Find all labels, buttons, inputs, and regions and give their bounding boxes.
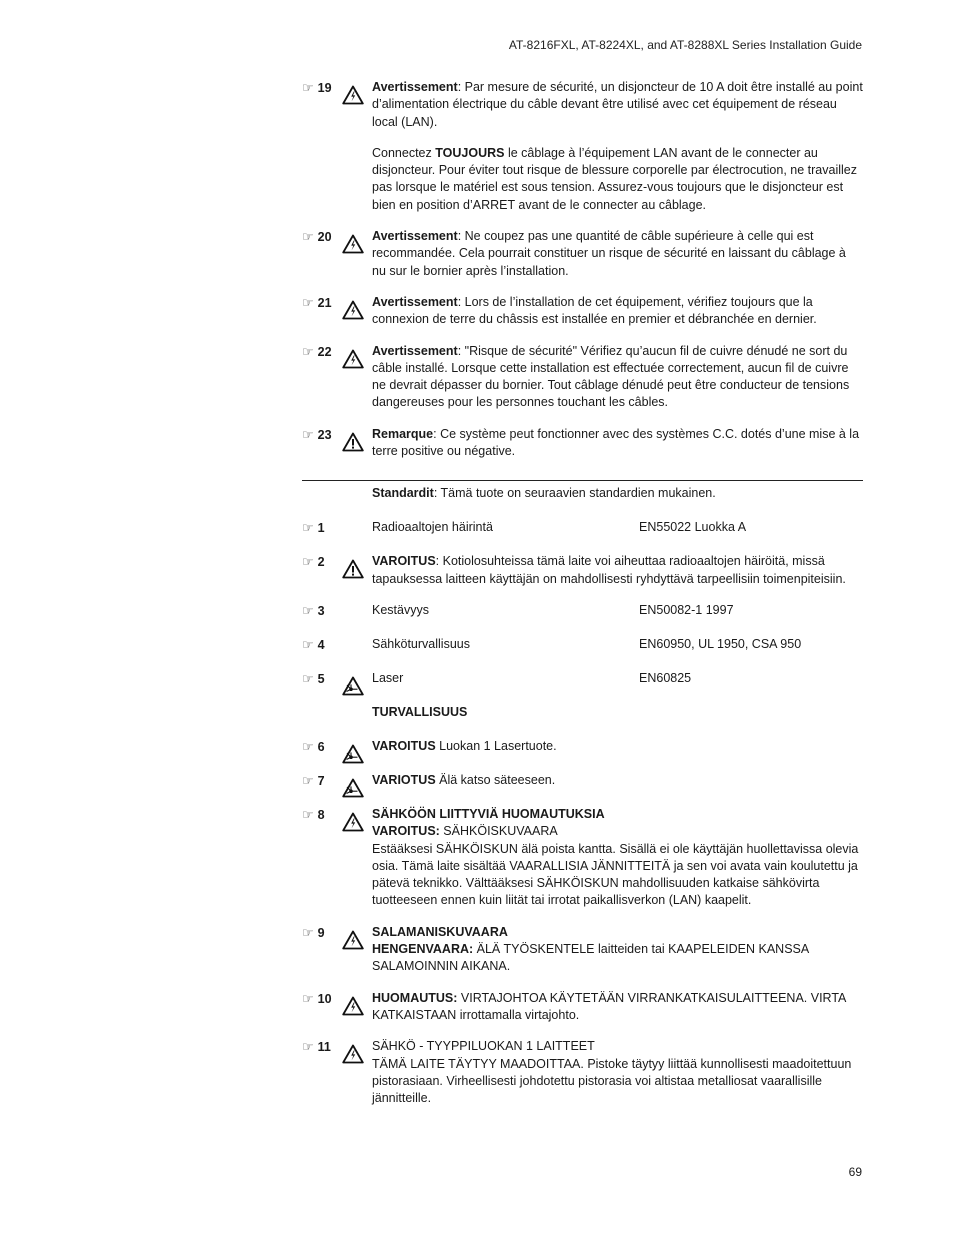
item-number-label: 9 [317, 925, 325, 940]
item-body [372, 990, 863, 1025]
pointing-hand-icon: ☞ [302, 924, 314, 940]
electrical-hazard-icon [342, 85, 364, 105]
item-body [372, 79, 863, 214]
item-number [302, 637, 325, 653]
paragraph [372, 343, 863, 412]
standard-name: Sähköturvallisuus [372, 636, 470, 651]
laser-warning-icon [342, 778, 364, 798]
body-text: Connectez [372, 145, 436, 160]
body-text: : Kotiolosuhteissa tämä laite voi aiheuttaa radioaaltojen häiröitä, missä tapauksessa laitteen käyttäjän on mahdollisesti ryhdyttävä tarpeellisiin toimenpiteisiin. [372, 554, 846, 586]
body-text: : Ne coupez pas une quantité de câble supérieure à celle qui est recommandée. Cela pourrait constituer un risque de sécurité en laissant du câblage à nu sur le bornier après l’installation. [372, 229, 846, 278]
finnish-intro [302, 485, 863, 505]
item-number [302, 80, 332, 96]
paragraph [372, 1038, 863, 1107]
pointing-hand-icon: ☞ [302, 294, 314, 310]
item-body [372, 294, 863, 329]
standard-row [372, 602, 863, 619]
body-text: : Lors de l’installation de cet équipement, vérifiez toujours que la connexion de terre du châssis est installée en premier et débranchée en dernier. [372, 294, 817, 327]
electrical-hazard-icon [342, 812, 364, 832]
electrical-hazard-icon [342, 1044, 364, 1064]
item-number [302, 520, 325, 536]
item-number [302, 671, 325, 687]
item-body [372, 636, 863, 653]
standard-name: Kestävyys [372, 602, 429, 617]
item-number-label: 2 [317, 555, 325, 570]
pointing-hand-icon: ☞ [302, 80, 314, 95]
item-body [372, 670, 863, 687]
item-number [302, 427, 332, 443]
body-text: Älä katso säteeseen. [435, 772, 556, 787]
bold-label: SÄHKÖÖN LIITTYVIÄ HUOMAUTUKSIA [372, 806, 605, 821]
page-number: 69 [848, 1165, 862, 1179]
item-number-label: 22 [317, 344, 332, 359]
body-text: TÄMÄ LAITE TÄYTYY MAADOITTAA. Pistoke täytyy liittää kunnollisesti maadoitettuun pistorasiaan. Virheellisesti johdotettu pistorasia voi altistaa metalliosat vaarallisille jännitteille. [372, 1056, 852, 1106]
paragraph [372, 990, 863, 1025]
section-divider [302, 480, 863, 481]
bold-label: VAROITUS [372, 738, 436, 753]
pointing-hand-icon: ☞ [302, 990, 314, 1006]
item-number-label: 3 [317, 603, 325, 618]
item-number [302, 554, 325, 570]
warning-item [302, 1038, 863, 1107]
standard-value: EN60825 [639, 670, 692, 685]
warning-item [302, 806, 863, 910]
electrical-hazard-icon [342, 930, 364, 950]
warning-item [302, 670, 863, 690]
paragraph [372, 772, 863, 789]
pointing-hand-icon: ☞ [302, 1039, 314, 1055]
item-number [302, 739, 325, 755]
electrical-hazard-icon [342, 349, 364, 369]
body-text: VIRTAJOHTOA KÄYTETÄÄN VIRRANKATKAISULAITTEENA. VIRTA KATKAISTAAN irrottamalla virtajohto. [372, 990, 846, 1022]
paragraph [372, 738, 863, 755]
finnish-warnings [302, 519, 863, 1107]
item-number [302, 344, 332, 360]
body-text: : Tämä tuote on seuraavien standardien mukainen. [433, 486, 716, 501]
item-number [302, 991, 332, 1007]
caution-icon [342, 559, 364, 579]
pointing-hand-icon: ☞ [302, 602, 314, 618]
standard-value: EN50082-1 1997 [639, 602, 734, 617]
body-text: : Par mesure de sécurité, un disjoncteur de 10 A doit être installé au point d’alimentation électrique du câble devant être utilisé avec cet équipement de réseau local (LAN). [372, 80, 863, 129]
standard-value: EN55022 Luokka A [639, 520, 747, 535]
pointing-hand-icon: ☞ [302, 670, 314, 686]
bold-label: Standardit [372, 486, 434, 501]
paragraph [372, 228, 863, 280]
bold-label: Avertissement [372, 229, 458, 244]
item-number-label: 20 [317, 230, 332, 245]
pointing-hand-icon: ☞ [302, 343, 314, 359]
caution-icon [342, 432, 364, 452]
item-body [372, 1038, 863, 1107]
body-text: ÄLÄ TYÖSKENTELE laitteiden tai KAAPELEIDEN KANSSA SALAMOINNIN AIKANA. [372, 942, 809, 974]
item-body [372, 553, 863, 588]
item-number [302, 295, 332, 311]
item-number-label: 23 [317, 427, 332, 442]
bold-label: HUOMAUTUS: [372, 990, 458, 1005]
item-number [302, 229, 332, 245]
item-body [372, 704, 863, 721]
electrical-hazard-icon [342, 300, 364, 320]
body-text: Luokan 1 Lasertuote. [435, 738, 557, 753]
item-body [372, 806, 863, 910]
warning-item [302, 990, 863, 1025]
warning-item [302, 602, 863, 622]
warning-item [302, 343, 863, 412]
bold-label: Avertissement [372, 343, 458, 358]
item-number-label: 4 [317, 637, 325, 652]
standard-row [372, 636, 863, 653]
item-body [372, 228, 863, 280]
body-text: Estääksesi SÄHKÖISKUN älä poista kantta. Sisällä ei ole käyttäjän huollettavissa olevia osia. Tämä laite sisältää VAARALLISIA JÄNNITTEITÄ ja sen voi avata vain koulutettu ja pätevä teknikko. Välttääksesi SÄHKÖISKUN mahdollisuuden katkaise sähkövirta tuotteeseen ennen kuin liität tai irrotat paikallisverkon (LAN) kaapelit. [372, 841, 859, 908]
bold-label: SALAMANISKUVAARA [372, 924, 508, 939]
standard-row [372, 519, 863, 536]
laser-warning-icon [342, 744, 364, 764]
warning-item [302, 426, 863, 461]
warning-item [302, 228, 863, 280]
body-text: le câblage à l’équipement LAN avant de le connecter au disjoncteur. Pour éviter tout risque de blessure corporelle par électrocution, ne travaillez pas lorsque le matériel est sous tension. Assurez-vous toujours que le disjoncteur est bien en position d’ARRET avant de le connecter au câblage. [372, 145, 857, 212]
section-heading: TURVALLISUUS [372, 704, 468, 719]
item-number [302, 1039, 331, 1055]
pointing-hand-icon: ☞ [302, 806, 314, 822]
item-number-label: 6 [317, 739, 325, 754]
item-body [372, 426, 863, 461]
bold-label: HENGENVAARA: [372, 942, 474, 957]
paragraph [372, 79, 863, 131]
item-body [372, 738, 863, 755]
paragraph [372, 924, 863, 976]
pointing-hand-icon: ☞ [302, 426, 314, 442]
item-number-label: 8 [317, 807, 325, 822]
item-number [302, 925, 325, 941]
item-body [372, 602, 863, 619]
warning-item [302, 519, 863, 539]
warning-item [302, 553, 863, 588]
bold-label: VAROITUS: [372, 824, 440, 839]
body-text: SÄHKÖISKUVAARA [439, 824, 558, 839]
french-warnings [302, 79, 863, 460]
bold-label: Avertissement [372, 294, 458, 309]
standard-name: Laser [372, 670, 404, 685]
item-number-label: 21 [317, 295, 332, 310]
bold-label: Remarque [372, 426, 434, 441]
item-body [372, 519, 863, 536]
laser-warning-icon [342, 676, 364, 696]
item-number [302, 603, 325, 619]
body-text: SÄHKÖ - TYYPPILUOKAN 1 LAITTEET [372, 1039, 595, 1054]
item-number-label: 1 [317, 521, 325, 536]
electrical-hazard-icon [342, 234, 364, 254]
document-body [302, 79, 863, 1121]
paragraph [372, 553, 863, 588]
pointing-hand-icon: ☞ [302, 636, 314, 652]
pointing-hand-icon: ☞ [302, 229, 314, 245]
running-header: AT-8216FXL, AT-8224XL, and AT-8288XL Series Installation Guide [508, 38, 862, 52]
item-number-label: 5 [317, 671, 325, 686]
standard-row [372, 670, 863, 687]
warning-item [302, 704, 863, 724]
item-number [302, 807, 325, 823]
item-number-label: 19 [317, 81, 332, 95]
item-number-label: 10 [317, 991, 332, 1006]
item-body [372, 924, 863, 976]
electrical-hazard-icon [342, 996, 364, 1016]
warning-item [302, 79, 863, 214]
bold-label: TOUJOURS [435, 145, 505, 160]
item-number [302, 773, 325, 789]
paragraph [372, 145, 863, 214]
bold-label: VAROITUS [372, 554, 436, 569]
standard-value: EN60950, UL 1950, CSA 950 [639, 636, 802, 651]
warning-item [302, 924, 863, 976]
pointing-hand-icon: ☞ [302, 772, 314, 788]
body-text: : "Risque de sécurité" Vérifiez qu’aucun fil de cuivre dénudé ne sort du câble installé. Lorsque cette installation est effectuée correctement, aucun fil de cuivre ne devrait dépasser du bornier. Tout câblage dénudé peut être conducteur de tensions dangereuses pour les personnes touchant les câbles. [372, 343, 850, 410]
item-body [372, 772, 863, 789]
item-number-label: 11 [317, 1040, 331, 1055]
bold-label: VARIOTUS [372, 772, 436, 787]
bold-label: Avertissement [372, 80, 458, 94]
warning-item [302, 738, 863, 758]
body-text: : Ce système peut fonctionner avec des systèmes C.C. dotés d’une mise à la terre positive ou négative. [372, 426, 860, 459]
warning-item [302, 636, 863, 656]
item-number-label: 7 [317, 773, 325, 788]
paragraph [372, 426, 863, 461]
pointing-hand-icon: ☞ [302, 554, 314, 570]
pointing-hand-icon: ☞ [302, 738, 314, 754]
warning-item [302, 772, 863, 792]
warning-item [302, 294, 863, 329]
paragraph [372, 294, 863, 329]
finnish-intro-text [372, 485, 863, 502]
paragraph [372, 806, 863, 910]
pointing-hand-icon: ☞ [302, 520, 314, 536]
item-body [372, 343, 863, 412]
standard-name: Radioaaltojen häirintä [372, 520, 493, 535]
